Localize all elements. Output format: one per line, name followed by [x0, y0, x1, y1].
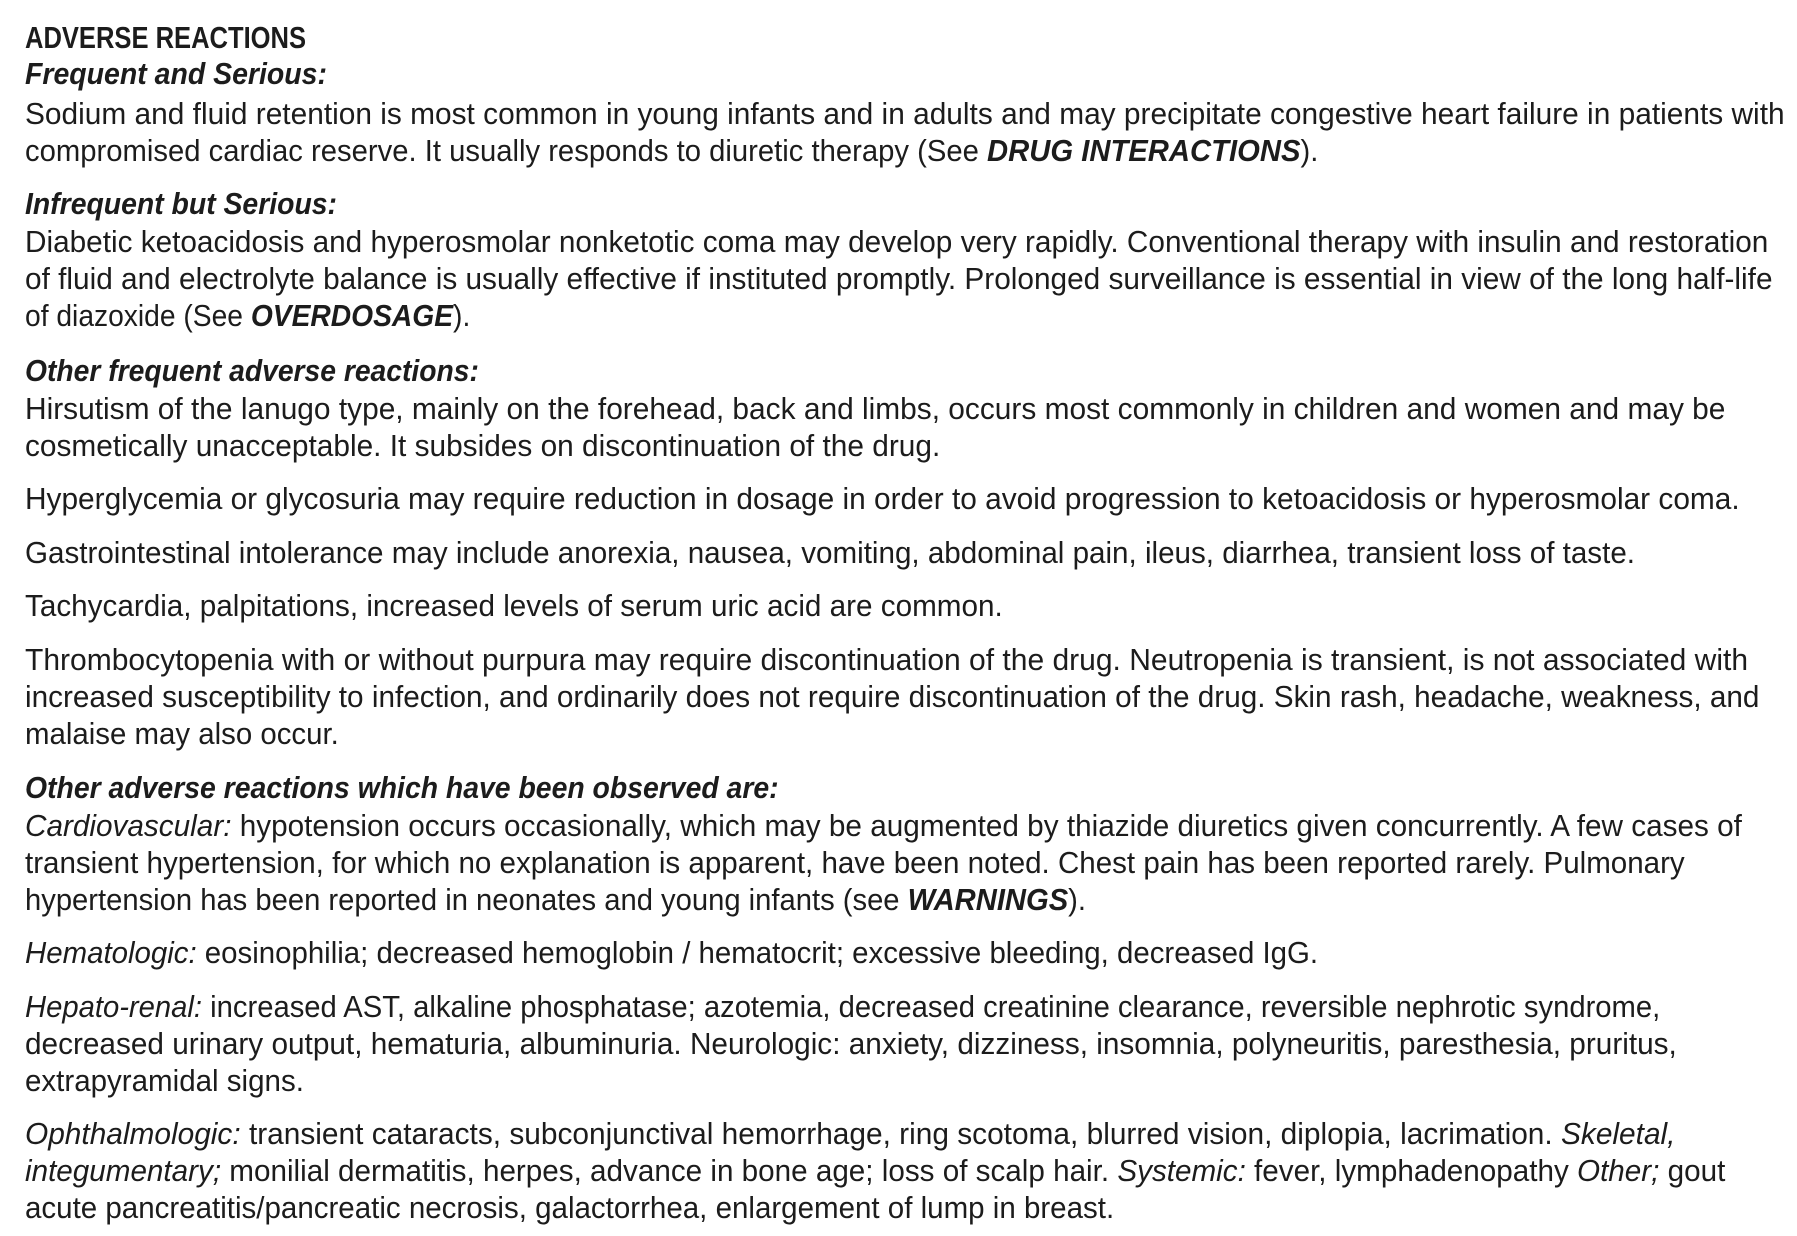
category-label-other: Other;: [1577, 1153, 1660, 1188]
text: compromised cardiac reserve. It usually responds to diuretic therapy (See: [25, 133, 987, 168]
section-title: ADVERSE REACTIONS: [25, 20, 307, 55]
paragraph-line: decreased urinary output, hematuria, albuminuria. Neurologic: anxiety, dizziness, insomnia, polyneuritis, paresthesia, pruritus,: [25, 1026, 1677, 1061]
paragraph-line: extrapyramidal signs.: [25, 1063, 304, 1098]
paragraph-line: cosmetically unacceptable. It subsides on discontinuation of the drug.: [25, 428, 941, 463]
paragraph-line: Sodium and fluid retention is most common in young infants and in adults and may precipitate congestive heart failure in patients with: [25, 96, 1785, 131]
text: of diazoxide (See: [25, 298, 251, 333]
category-label-hematologic: Hematologic:: [25, 935, 197, 970]
paragraph-line: Hyperglycemia or glycosuria may require reduction in dosage in order to avoid progression to ketoacidosis or hyperosmolar coma.: [25, 481, 1740, 516]
paragraph-line: increased susceptibility to infection, and ordinarily does not require discontinuation of the drug. Skin rash, headache, weakness, and: [25, 679, 1760, 714]
category-label-ophthalmologic: Ophthalmologic:: [25, 1116, 241, 1151]
cross-reference-warnings[interactable]: WARNINGS: [907, 882, 1069, 917]
subheading-other-frequent: Other frequent adverse reactions:: [25, 353, 479, 388]
text: fever, lymphadenopathy: [1245, 1153, 1578, 1188]
text: ).: [1300, 133, 1319, 168]
paragraph-line: of fluid and electrolyte balance is usually effective if instituted promptly. Prolonged surveillance is essential in view of the long half-life: [25, 261, 1773, 296]
paragraph-line: Diabetic ketoacidosis and hyperosmolar nonketotic coma may develop very rapidly. Conventional therapy with insulin and restoration: [25, 224, 1769, 259]
paragraph-line: transient hypertension, for which no explanation is apparent, have been noted. Chest pain has been reported rarely. Pulmonary: [25, 845, 1685, 880]
subheading-frequent-serious: Frequent and Serious:: [25, 56, 327, 91]
text: ).: [453, 298, 471, 333]
paragraph-line: [25, 808, 1742, 844]
category-label-hepato-renal: Hepato-renal:: [25, 989, 203, 1024]
subheading-other-observed: Other adverse reactions which have been observed are:: [25, 770, 779, 805]
text: hypertension has been reported in neonates and young infants (see: [25, 882, 908, 917]
paragraph-line: Thrombocytopenia with or without purpura may require discontinuation of the drug. Neutropenia is transient, is not associated with: [25, 642, 1749, 677]
text: gout: [1659, 1153, 1726, 1188]
paragraph-line: [25, 1153, 1725, 1189]
text: eosinophilia; decreased hemoglobin / hematocrit; excessive bleeding, decreased IgG.: [196, 935, 1319, 970]
paragraph-line: [25, 935, 1318, 971]
category-label-systemic: Systemic:: [1117, 1153, 1246, 1188]
text: hypotension occurs occasionally, which may be augmented by thiazide diuretics given concurrently. A few cases of: [231, 808, 1742, 843]
paragraph-line: Gastrointestinal intolerance may include anorexia, nausea, vomiting, abdominal pain, ileus, diarrhea, transient loss of taste.: [25, 535, 1635, 570]
cross-reference-drug-interactions[interactable]: DRUG INTERACTIONS: [986, 133, 1301, 168]
text: ).: [1068, 882, 1086, 917]
paragraph-line: [25, 298, 470, 334]
text: transient cataracts, subconjunctival hemorrhage, ring scotoma, blurred vision, diplopia, lacrimation.: [240, 1116, 1561, 1151]
category-label-cardiovascular: Cardiovascular:: [25, 808, 232, 843]
category-label-integumentary: integumentary;: [25, 1153, 222, 1188]
text: monilial dermatitis, herpes, advance in bone age; loss of scalp hair.: [221, 1153, 1118, 1188]
text: increased AST, alkaline phosphatase; azotemia, decreased creatinine clearance, reversible nephrotic syndrome,: [202, 989, 1661, 1024]
paragraph-line: [25, 882, 1086, 918]
paragraph-line: Tachycardia, palpitations, increased levels of serum uric acid are common.: [25, 588, 1003, 623]
paragraph-line: Hirsutism of the lanugo type, mainly on the forehead, back and limbs, occurs most commonly in children and women and may be: [25, 391, 1726, 426]
paragraph-line: [25, 133, 1318, 169]
paragraph-line: acute pancreatitis/pancreatic necrosis, galactorrhea, enlargement of lump in breast.: [25, 1190, 1115, 1225]
paragraph-line: [25, 989, 1660, 1025]
subheading-infrequent-serious: Infrequent but Serious:: [25, 186, 337, 221]
cross-reference-overdosage[interactable]: OVERDOSAGE: [250, 298, 454, 333]
paragraph-line: [25, 1116, 1675, 1152]
category-label-skeletal: Skeletal,: [1560, 1116, 1676, 1151]
paragraph-line: malaise may also occur.: [25, 716, 339, 751]
